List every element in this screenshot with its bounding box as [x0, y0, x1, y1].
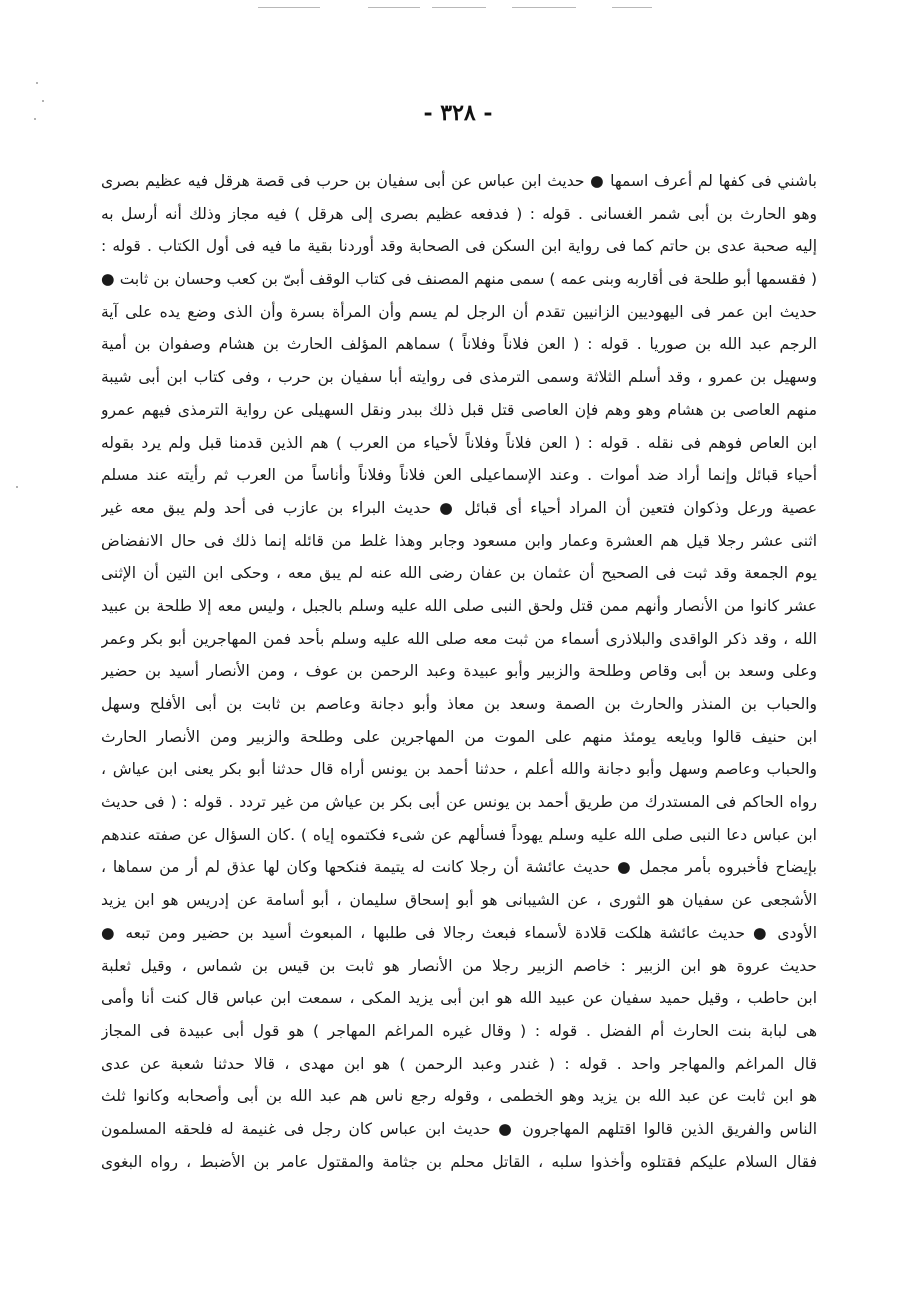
text-line: عصية ورعل وذكوان فتعين أن المراد أحياء أى قبائل ● حديث البراء بن عازب فى أحد ولم يبق معه غير — [101, 498, 817, 517]
text-line: يوم الجمعة وقد ثبت فى الصحيح أن عثمان بن عفان رضى الله عنه لم يبق معه ، وحكى ابن التين أن الإثنى — [101, 564, 817, 583]
text-line: بإيضاح فأخبروه بأمر مجمل ● حديث عائشة أن رجلا كانت له يتيمة فنكحها وكان لها عذق لم أر من سماها ، — [101, 858, 817, 877]
text-line: الناس والفريق الذين قالوا اقتلهم المهاجرون ● حديث ابن عباس كان رجل فى غنيمة له فلحقه المسلمون — [101, 1119, 817, 1138]
text-line: إليه صحبة عدى بن حاتم كما فى رواية ابن السكن فى الصحابة وقد أوردنا بقية ما فيه فى أول الكتاب . قوله : — [101, 237, 817, 256]
text-line: عشر كانوا من الأنصار وأنهم ممن قتل ولحق النبى صلى الله عليه وسلم بالجبل ، وليس معه إلا طلحة بن عبيد — [101, 596, 817, 615]
text-line: ابن حنيف قالوا وبايعه يومئذ منهم على الموت من المهاجرين على وطلحة والزبير ومن الأنصار الحارث — [101, 727, 817, 746]
text-line: منهم العاصى بن هشام وهو وهم فإن العاصى قتل قبل ذلك ببدر ونقل السهيلى عن رواية الترمذى فيهم عمرو — [101, 400, 817, 419]
top-edge-line — [612, 7, 652, 8]
body-text — [101, 165, 817, 1215]
text-line: الأشجعى عن سفيان هو الثورى ، عن الشيبانى هو أبو إسحاق سليمان ، أبو أسامة عن إدريس هو ابن يزيد — [101, 891, 817, 910]
text-line: حديث عروة هو ابن الزبير : خاصم الزبير رجلا من الأنصار هو ثابت بن قيس بن شماس ، وقيل ثعلبة — [101, 956, 817, 975]
scan-speck — [36, 82, 38, 84]
text-line: وسهيل بن عمرو ، وقد أسلم الثلاثة وسمى الترمذى فى روايته أبا سفيان بن حرب ، وفى كتاب ابن أبى شيبة — [101, 368, 817, 387]
text-line: وعلى وسعد بن أبى وقاص وطلحة والزبير وأبو عبيدة وعبد الرحمن بن عوف ، ومن الأنصار أسيد بن حضير — [101, 662, 817, 681]
text-line: هو ابن ثابت عن عبد الله بن يزيد وهو الخطمى ، وقوله رجع ناس هم عبد الله بن أبى وأصحابه وكانوا ثلث — [101, 1087, 817, 1106]
text-line: قال المراغم والمهاجر واحد . قوله : ( غندر وعبد الرحمن ) هو ابن مهدى ، قالا حدثنا شعبة عن عدى — [101, 1054, 817, 1073]
text-line: الله ، وقد ذكر الواقدى والبلاذرى أسماء من ثبت معه صلى الله عليه وسلم بأحد فمن المهاجرين أبو بكر وعمر — [101, 629, 817, 648]
text-line: وهو الحارث بن أبى شمر الغسانى . قوله : ( فدفعه عظيم بصرى إلى هرقل ) فيه مجاز وذلك أنه أرسل به — [101, 204, 817, 223]
top-edge-line — [368, 7, 420, 8]
text-line: حديث ابن عمر فى اليهوديين الزانيين تقدم أن الرجل لم يسم وأن المرأة بسرة وأن الذى وضع يده على آية — [101, 302, 817, 321]
page-number: - ٣٢٨ - — [423, 100, 493, 126]
top-edge-line — [258, 7, 320, 8]
text-line: رواه الحاكم فى المستدرك من طريق أحمد بن يونس عن أبى بكر بن عياش من غير تردد . قوله : ( فى حديث — [101, 793, 817, 812]
text-line: ( فقسمها أبو طلحة فى أقاربه وبنى عمه ) سمى منهم المصنف فى كتاب الوقف أبىّ بن كعب وحسان بن ثابت ● — [101, 270, 817, 289]
top-edge-line — [432, 7, 486, 8]
text-line: ابن عباس دعا النبى صلى الله عليه وسلم يهوداً فسألهم عن شىء فكتموه إياه ) .كان السؤال عن صفته عندهم — [101, 825, 817, 844]
text-line: أحياء قبائل وإنما أراد ضد أموات . وعند الإسماعيلى العن فلاناً وفلاناً وأناساً من العرب ثم رأيته عند مسلم — [101, 466, 817, 485]
scan-speck — [16, 486, 18, 488]
text-line: الأودى ● حديث عائشة هلكت قلادة لأسماء فبعث رجالا فى طلبها ، المبعوث أسيد بن حضير ومن تبعه ● — [101, 923, 817, 942]
text-line: باشني فى كفها لم أعرف اسمها ● حديث ابن عباس عن أبى سفيان بن حرب فى قصة هرقل فيه عظيم بصرى — [101, 172, 817, 190]
text-line: فقال السلام عليكم فقتلوه وأخذوا سلبه ، القاتل محلم بن جثامة والمقتول عامر بن الأضبط ، رواه البغوى — [101, 1152, 817, 1171]
top-edge-line — [512, 7, 576, 8]
text-line: هى لبابة بنت الحارث أم الفضل . قوله : ( وقال غيره المراغم المهاجر ) هو قول أبى عبيدة فى المجاز — [101, 1021, 817, 1040]
text-line: اثنى عشر رجلا قيل هم العشرة وعمار وابن مسعود وجابر وهذا غلط من قائله إنما ذلك فى حال الانفضاض — [101, 531, 817, 550]
text-line: ابن العاص فوهم فى نقله . قوله : ( العن فلاناً وفلاناً لأحياء من العرب ) هم الذين قدمنا قبل ولم يرد بقوله — [101, 433, 817, 452]
text-line: الرجم عبد الله بن صوريا . قوله : ( العن فلاناً وفلاناً ) سماهم المؤلف الحارث بن هشام وصفوان بن أمية — [101, 335, 817, 354]
text-line: ابن حاطب ، وقيل حميد سفيان عن عبيد الله هو ابن أبى يزيد المكى ، سمعت ابن عباس قال كنت أنا وأمى — [101, 989, 817, 1008]
text-line: والحباب بن المنذر والحارث بن الصمة وسعد بن معاذ وأبو دجانة وعاصم بن ثابت بن أبى الأفلح وسهل — [101, 695, 817, 713]
text-line: والحباب وعاصم وسهل وأبو دجانة والله أعلم ، حدثنا أحمد بن يونس أراه قال حدثنا أبو بكر يعنى ابن عياش ، — [101, 760, 817, 779]
